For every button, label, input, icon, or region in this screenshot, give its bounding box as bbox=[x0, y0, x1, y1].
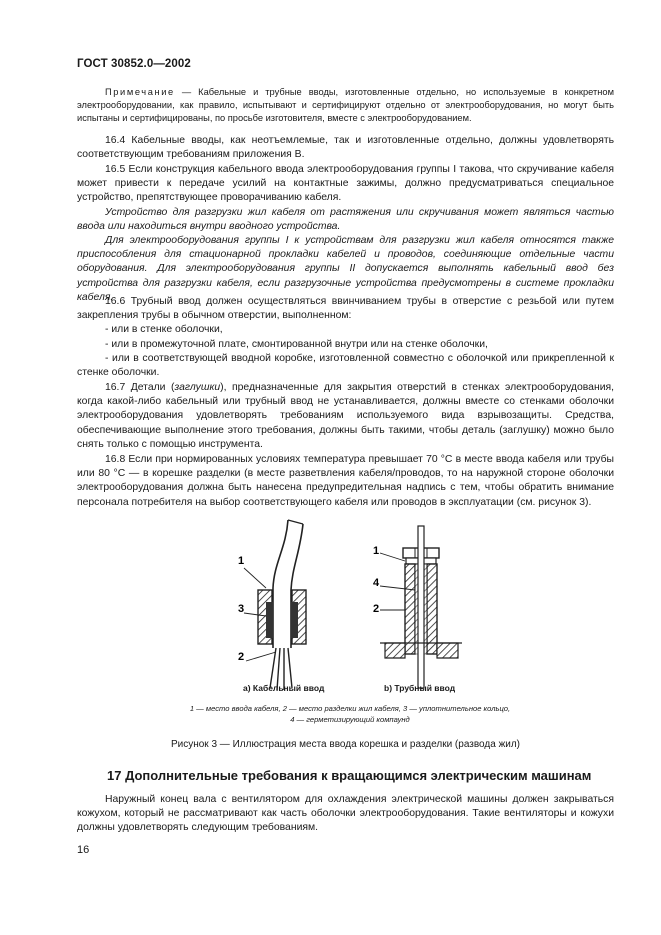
paragraph-16-7-italic: заглушки bbox=[174, 382, 221, 393]
list-item: - или в стенке оболочки, bbox=[105, 324, 223, 336]
clause-16-6 bbox=[77, 295, 614, 380]
label-b-2: 2 bbox=[373, 603, 380, 615]
paragraph-16-7-rest: ), предназначенные для закрытия отверстий в стенках электрооборудования, когда какой-либо кабельный или трубный ввод не устанавливается, должны вместе со стенками оболочки электрооборудования удовлетворять требованиям используемого вида взрывозащиты. Средства, обеспечивающие выполнение этого требования, должны быть такими, чтобы деталь (заглушку) можно было снять только с помощью инструмента. bbox=[77, 382, 615, 450]
figure-caption-b: b) Трубный ввод bbox=[384, 683, 456, 693]
label-a-1: 1 bbox=[238, 555, 245, 567]
clause-16-5 bbox=[77, 163, 614, 305]
list-item: - или в соответствующей вводной коробке, изготовленной совместно с оболочкой или прикрепленной к стенке оболочки. bbox=[77, 352, 614, 379]
section-17-title: 17 Дополнительные требования к вращающимся электрическим машинам bbox=[107, 768, 592, 783]
paragraph-16-4: 16.4 Кабельные вводы, как неотъемлемые, так и изготовленные отдельно, должны удовлетворять соответствующим требованиям приложения В. bbox=[77, 135, 614, 161]
clause-16-8 bbox=[77, 453, 614, 510]
label-a-2: 2 bbox=[238, 651, 245, 663]
conduit-entry-drawing bbox=[380, 526, 462, 688]
page-number: 16 bbox=[77, 844, 90, 856]
section-17-body bbox=[77, 793, 614, 836]
cable-gland-drawing bbox=[244, 520, 306, 690]
label-a-3: 3 bbox=[238, 603, 245, 615]
legend-line: 4 — герметизирующий компаунд bbox=[290, 714, 410, 724]
note-lead: Примечание bbox=[105, 87, 175, 97]
paragraph-16-5-italic-2: Для электрооборудования группы I к устройствам для разгрузки жил кабеля относятся также приспособления для стационарной прокладки кабелей и проводов, соединяющие отдельные части оборудования. Для электрооборудования группы II допускается выполнять кабельный ввод без устройства для разгрузки кабеля, если разгрузочные устройства предусмотрены в системе прокладки кабеля. bbox=[77, 235, 614, 303]
figure-caption-a: а) Кабельный ввод bbox=[243, 683, 325, 693]
note-text: — Кабельные и трубные вводы, изготовленные отдельно, но используемые в конкретном электрооборудовании, как правило, испытывают и сертифицируют отдельно от электрооборудования, но могут быть испытаны и сертифицированы, по просьбе изготовителя, вместе с электрооборудованием. bbox=[77, 87, 614, 123]
label-b-1: 1 bbox=[373, 545, 380, 557]
paragraph-16-5-italic-1: Устройство для разгрузки жил кабеля от растяжения или скручивания может являться частью ввода или находиться внутри вводного устройства. bbox=[77, 206, 614, 232]
paragraph-16-6: 16.6 Трубный ввод должен осуществляться ввинчиванием трубы в отверстие с резьбой или путем закрепления трубы в обычном отверстии, выполненном: bbox=[77, 296, 614, 322]
paragraph-16-8: 16.8 Если при нормированных условиях температура превышает 70 °С в месте ввода кабеля или трубы или 80 °С — в корешке разделки (в месте разветвления кабеля/проводов, то на наружной стороне оболочки электрооборудования должна быть нанесена предупредительная надпись с тем, чтобы обратить внимание персонала потребителя на выбор соответствующего кабеля или проводов в эксплуатации (см. рисунок 3). bbox=[77, 454, 614, 508]
label-b-4: 4 bbox=[373, 577, 380, 589]
list-item: - или в промежуточной плате, смонтированной внутри или на стенке оболочки, bbox=[105, 338, 488, 350]
section-17-paragraph: Наружный конец вала с вентилятором для охлаждения электрической машины должен закрываться кожухом, который не рассматривают как часть оболочки электрооборудования. Такие вентиляторы и кожухи должны удовлетворять следующим требованиям. bbox=[77, 794, 614, 834]
figure-caption: Рисунок 3 — Иллюстрация места ввода корешка и разделки (развода жил) bbox=[170, 739, 521, 750]
note-block bbox=[77, 86, 614, 125]
legend-line: 1 — место ввода кабеля, 2 — место разделки жил кабеля, 3 — уплотнительное кольцо, bbox=[189, 704, 511, 713]
document-header: ГОСТ 30852.0—2002 bbox=[77, 58, 191, 70]
figure-legend bbox=[160, 704, 540, 725]
clause-16-7 bbox=[77, 381, 614, 452]
clause-16-4 bbox=[77, 134, 614, 162]
paragraph-16-5: 16.5 Если конструкция кабельного ввода электрооборудования группы I такова, что скручивание кабеля может привести к передаче усилий на контактные зажимы, должно предусматриваться специальное устройство, препятствующее проворачиванию кабеля. bbox=[77, 164, 614, 204]
paragraph-16-7-start: 16.7 Детали ( bbox=[105, 382, 175, 393]
